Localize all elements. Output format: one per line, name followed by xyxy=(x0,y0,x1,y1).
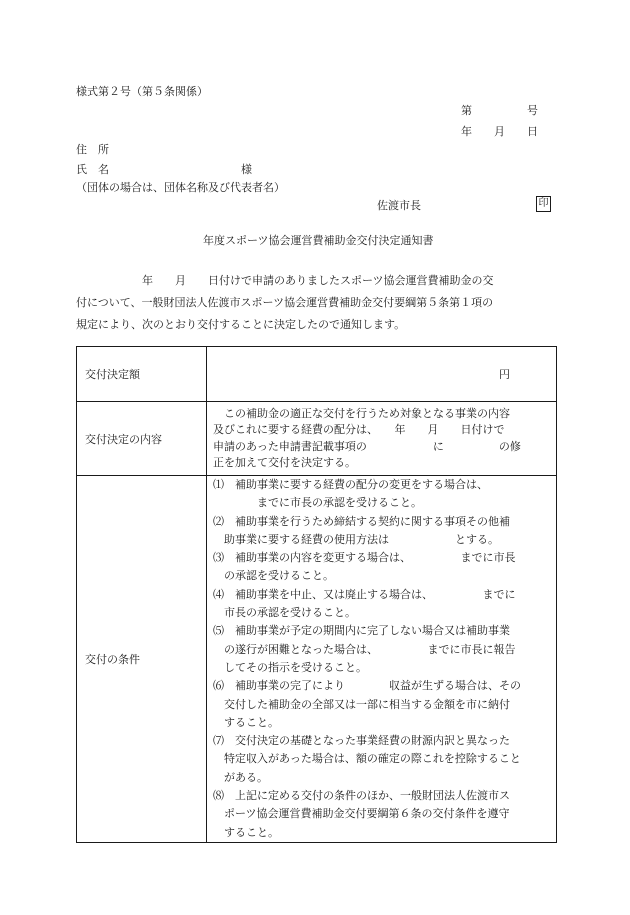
intro-line: 年 月 日付けで申請のありましたスポーツ協会運営費補助金の交 xyxy=(76,274,494,287)
intro-line: 規定により、次のとおり交付することに決定したので通知します。 xyxy=(76,318,406,331)
condition-5 xyxy=(213,622,548,677)
intro-line: 付について、一般財団法人佐渡市スポーツ協会運営費補助金交付要綱第５条第１項の xyxy=(76,296,494,309)
condition-8 xyxy=(213,787,548,842)
document-number: 第 号 xyxy=(461,104,538,117)
document-title: 年度スポーツ協会運営費補助金交付決定通知書 xyxy=(203,234,434,247)
condition-line: の承認を受けること。 xyxy=(213,569,334,583)
condition-3 xyxy=(213,549,548,586)
issue-date: 年 月 日 xyxy=(461,125,538,138)
condition-line: ⑷ 補助事業を中止、又は廃止する場合は、 までに xyxy=(213,587,516,601)
condition-line: がある。 xyxy=(213,770,268,784)
address-label: 住 所 xyxy=(76,143,109,156)
intro-paragraph xyxy=(76,270,556,336)
amount-row xyxy=(77,347,557,402)
condition-line: ポーツ協会運営費補助金交付要綱第６条の交付条件を遵守 xyxy=(213,807,510,821)
amount-label: 交付決定額 xyxy=(77,347,207,402)
content-line: 及びこれに要する経費の配分は、 年 月 日付けで xyxy=(213,423,505,436)
amount-value: 円 xyxy=(207,347,557,402)
condition-line: ⑶ 補助事業の内容を変更する場合は、 までに市長 xyxy=(213,551,516,565)
condition-6 xyxy=(213,677,548,732)
condition-line: 市長の承認を受けること。 xyxy=(213,606,356,620)
condition-line: ⑻ 上記に定める交付の条件のほか、一般財団法人佐渡市ス xyxy=(213,789,510,803)
condition-line: の遂行が困難となった場合は、 までに市長に報告 xyxy=(213,642,516,656)
condition-line: ⑵ 補助事業を行うため締結する契約に関する事項その他補 xyxy=(213,514,510,528)
condition-4 xyxy=(213,586,548,623)
condition-line: 交付した補助金の全部又は一部に相当する金額を市に納付 xyxy=(213,697,510,711)
seal-mark: 印 xyxy=(536,196,551,212)
content-row xyxy=(77,402,557,476)
condition-line: ⑹ 補助事業の完了により 収益が生ずる場合は、その xyxy=(213,679,521,693)
content-line: この補助金の適正な交付を行うため対象となる事業の内容 xyxy=(213,406,510,420)
conditions-row xyxy=(77,476,557,843)
condition-2 xyxy=(213,513,548,550)
condition-line: してその指示を受けること。 xyxy=(213,660,367,674)
recipient-name-label: 氏 名 様 xyxy=(76,163,252,176)
condition-1 xyxy=(213,476,548,513)
mayor-title: 佐渡市長 xyxy=(377,199,421,212)
conditions-list xyxy=(207,476,557,843)
condition-line: ⑴ 補助事業に要する経費の配分の変更をする場合は、 xyxy=(213,478,488,491)
condition-line: 助事業に要する経費の使用方法は とする。 xyxy=(213,532,499,546)
condition-line: ⑸ 補助事業が予定の期間内に完了しない場合又は補助事業 xyxy=(213,624,510,638)
decision-table xyxy=(76,346,557,843)
condition-line: すること。 xyxy=(213,715,279,729)
condition-line: すること。 xyxy=(213,825,279,839)
condition-7 xyxy=(213,732,548,787)
form-number: 様式第２号（第５条関係） xyxy=(76,85,208,98)
condition-line: ⑺ 交付決定の基礎となった事業経費の財源内訳と異なった xyxy=(213,734,510,748)
content-value xyxy=(207,402,557,476)
condition-line: までに市長の承認を受けること。 xyxy=(213,496,422,510)
content-label: 交付決定の内容 xyxy=(77,402,207,476)
condition-line: 特定収入があった場合は、額の確定の際これを控除すること xyxy=(213,752,521,766)
content-line: 申請のあった申請書記載事項の に の修 xyxy=(213,439,521,453)
conditions-label: 交付の条件 xyxy=(77,476,207,843)
group-note: （団体の場合は、団体名称及び代表者名） xyxy=(76,181,285,194)
content-line: 正を加えて交付を決定する。 xyxy=(213,456,356,469)
